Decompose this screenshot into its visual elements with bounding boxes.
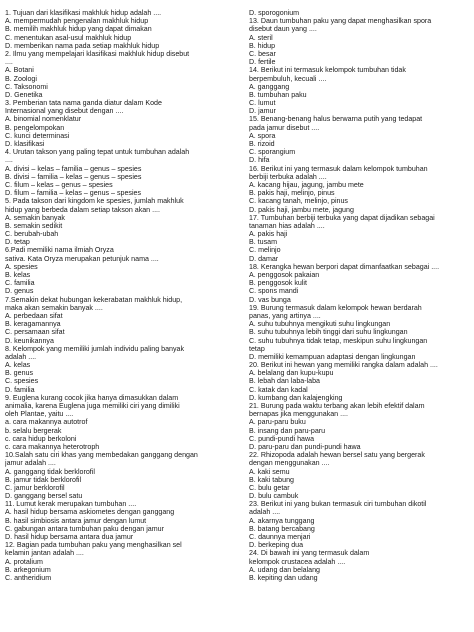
left-text-line: 12. Bagian pada tumbuhan paku yang menghasilkan sel [5,541,182,550]
right-text-line: 24. Di bawah ini yang termasuk dalam [249,549,370,558]
right-text-line: A. spora [249,131,276,140]
left-text-line: A. protalium [5,557,43,566]
right-text-line: D. jamur [249,107,276,116]
left-text-line: B. memilih makhluk hidup yang dapat dimakan [5,25,152,34]
left-text-line: B. genus [5,369,34,378]
right-text-line: C. spons mandi [249,287,299,296]
right-text-line: B. penggosok kulit [249,279,307,288]
left-text-line: .... [5,156,13,165]
right-text-line: D. sporogonium [249,9,300,17]
left-text-line: A. divisi – kelas – familia – genus – spesies [5,164,142,173]
left-text-line: maka akan semakin banyak .... [5,303,103,312]
left-text-line: B. keragamannya [5,320,61,329]
right-text-line: panas, yang artinya .... [249,311,321,320]
left-text-line: A. hasil hidup bersama askiometes dengan ganggang [5,508,175,517]
right-text-line: B. kepiting dan udang [249,573,318,582]
right-text-line: C. lumut [249,99,276,108]
right-text-line: B. lebah dan laba-laba [249,377,320,386]
left-text-line: C. spesies [5,377,39,386]
right-text-line: C. pundi-pundi hawa [249,434,315,443]
left-text-line: A. kelas [5,361,31,370]
left-text-line: 10.Salah satu ciri khas yang membedakan ganggang dengan [5,451,198,460]
left-text-line: 4. Urutan takson yang paling tepat untuk tumbuhan adalah [5,148,190,157]
right-text-line: pada jamur disebut .... [249,123,320,132]
right-text-line: berbiji terbuka adalah .... [249,172,327,181]
left-text-line: B. pengelompokan [5,123,65,132]
left-text-line: C. familia [5,279,35,288]
left-text-line: kelamin jantan adalah .... [5,549,84,558]
left-text-line: sativa. Kata Oryza merupakan petunjuk nama .... [5,254,159,263]
right-text-line: B. hidup [249,41,276,50]
left-text-line: A. Botani [5,66,34,75]
right-text-line: A. steril [249,33,273,42]
left-text-line: D. familia [5,385,35,394]
right-question-column [249,9,471,582]
left-text-line: animalia, karena Euglena juga memiliki ciri yang dimiliki [5,402,180,410]
left-text-line: D. ganggang bersel satu [5,492,83,501]
left-text-line: B. Zoologi [5,74,37,83]
left-text-line: C. berubah-ubah [5,230,59,239]
right-text-line: B. tumbuhan paku [249,90,307,99]
left-text-line: D. tetap [5,238,30,247]
left-text-line: Internasional yang disebut dengan .... [5,107,124,116]
right-text-line: A. pakis haji [249,230,288,239]
left-text-line: adalah .... [5,352,37,361]
left-text-line: D. Genetika [5,90,43,99]
left-text-line: D. keunikannya [5,336,54,345]
left-text-line: B. hasil simbiosis antara jamur dengan lumut [5,516,147,525]
left-text-line: B. arkegonium [5,565,51,574]
right-text-line: D. vas bunga [249,295,291,304]
left-text-line: A. binomial nomenklatur [5,115,82,124]
right-text-line: A. suhu tubuhnya mengikuti suhu lingkungan [249,320,391,329]
right-text-line: 20. Berikut ini hewan yang memiliki rangka dalam adalah .... [249,361,438,370]
right-text-line: A. akarnya tunggang [249,516,315,525]
left-text-line: 9. Euglena kurang cocok jika hanya dimasukkan dalam [5,393,179,402]
left-text-line: 1. Tujuan dari klasifikasi makhluk hidup adalah .... [5,9,162,17]
left-text-line: c. cara hidup berkoloni [5,434,77,443]
left-text-line: C. gabungan antara tumbuhan paku dengan jamur [5,524,164,533]
right-text-line: C. daunnya menjari [249,533,311,541]
right-text-line: A. penggosok pakaian [249,271,320,279]
right-text-line: B. batang bercabang [249,524,315,533]
left-text-line: oleh Plantae, yaitu .... [5,410,74,419]
right-text-line: B. tusam [249,238,277,247]
right-text-line: 23. Berikut ini yang bukan termasuk ciri tumbuhan dikotil [249,500,427,509]
right-text-line: D. pakis haji, jambu mete, jagung [249,205,354,214]
right-text-line: B. insang dan paru-paru [249,426,326,435]
right-text-line: D. memiliki kemampuan adaptasi dengan lingkungan [249,352,416,361]
left-text-line: c. cara makannya heterotroph [5,442,100,451]
right-text-line: A. kacang hijau, jagung, jambu mete [249,180,364,189]
left-text-line: A. spesies [5,262,38,271]
left-text-line: .... [5,58,13,67]
right-text-line: C. besar [249,49,276,58]
right-text-line: D. berkeping dua [249,541,304,550]
right-text-line: C. katak dan kadal [249,385,308,394]
left-text-line: B. divisi – familia – kelas – genus – spesies [5,172,142,181]
left-question-column [5,9,233,582]
left-text-line: jamur adalah .... [5,459,56,468]
left-text-line: D. klasifikasi [5,140,45,148]
left-text-line: D. hasil hidup bersama antara dua jamur [5,533,134,541]
left-text-line: C. kunci determinasi [5,131,70,140]
left-text-line: a. cara makannya autotrof [5,418,88,427]
right-text-line: tetap [249,344,265,353]
left-text-line: b. selalu bergerak [5,426,62,435]
right-text-line: A. ganggang [249,82,290,91]
left-text-line: 3. Pemberian tata nama ganda diatur dalam Kode [5,99,162,108]
left-text-line: 5. Pada takson dari kingdom ke spesies, jumlah makhluk [5,197,184,206]
right-text-line: A. paru-paru buku [249,418,306,427]
left-text-line: C. persamaan sifat [5,328,65,337]
left-text-line: B. kelas [5,271,31,279]
left-text-line: D. filum – familia – kelas – genus – spesies [5,189,142,198]
right-text-line: 17. Tumbuhan berbiji terbuka yang dapat dijadikan sebagai [249,213,435,222]
left-text-line: C. filum – kelas – genus – spesies [5,180,113,189]
right-text-line: D. fertile [249,58,276,67]
right-text-line: C. suhu tubuhnya tidak tetap, meskipun suhu lingkungan [249,336,428,345]
right-text-line: C. sporangium [249,148,296,157]
right-text-line: 19. Burung termasuk dalam kelompok hewan berdarah [249,303,422,312]
right-text-line: 22. Rhizopoda adalah hewan bersel satu yang bergerak [249,451,425,460]
left-text-line: hidup yang berbeda dalam setiap takson akan .... [5,205,160,214]
right-text-line: 16. Berikut ini yang termasuk dalam kelompok tumbuhan [249,164,428,173]
right-text-line: A. kaki semu [249,467,290,476]
right-text-line: C. melinjo [249,246,281,255]
right-text-line: berpembuluh, kecuali .... [249,74,327,83]
right-text-line: disebut daun yang .... [249,25,317,34]
right-text-line: 14. Berikut ini termasuk kelompok tumbuhan tidak [249,66,406,75]
right-text-line: 18. Kerangka hewan berpori dapat dimanfaatkan sebagai .... [249,262,440,271]
left-text-line: A. perbedaan sifat [5,311,63,320]
right-text-line: dengan menggunakan .... [249,459,330,468]
left-text-line: 8. Kelompok yang memiliki jumlah individu paling banyak [5,344,185,353]
right-text-line: B. pakis haji, melinjo, pinus [249,189,335,198]
right-text-line: D. hifa [249,156,270,165]
left-text-line: D. genus [5,287,34,296]
left-text-line: 6.Padi memiliki nama ilmiah Oryza [5,246,114,255]
left-text-line: D. memberikan nama pada setiap makhluk hidup [5,41,160,50]
left-text-line: B. jamur tidak berklorofil [5,475,82,484]
left-text-line: 7.Semakin dekat hubungan kekerabatan makhluk hidup, [5,295,183,304]
right-text-line: tanaman hias adalah .... [249,221,325,230]
left-text-line: A. mempermudah pengenalan makhluk hidup [5,17,149,26]
right-text-line: kelompok crustacea adalah .... [249,557,346,566]
right-text-line: 21. Burung pada waktu terbang akan lebih efektif dalam [249,402,425,410]
right-text-line: B. rizoid [249,140,275,148]
right-text-line: 15. Benang-benang halus berwarna putih yang tedapat [249,115,423,124]
left-text-line: C. jamur berklorofil [5,483,65,492]
left-text-line: 11. Lumut kerak merupakan tumbuhan .... [5,500,137,509]
right-text-line: D. paru-paru dan pundi-pundi hawa [249,442,361,451]
right-text-line: A. udang dan belalang [249,565,320,574]
right-text-line: adalah .... [249,508,281,517]
left-text-line: C. Taksonomi [5,82,48,91]
right-text-line: D. damar [249,254,279,263]
right-text-line: 13. Daun tumbuhan paku yang dapat menghasilkan spora [249,17,432,26]
right-text-line: C. bulu getar [249,483,290,492]
right-text-line: D. kumbang dan kalajengking [249,393,343,402]
left-text-line: B. semakin sedikit [5,221,63,230]
left-text-line: 2. Ilmu yang mempelajari klasifikasi makhluk hidup disebut [5,49,190,58]
right-text-line: B. kaki tabung [249,475,294,484]
left-text-line: C. antheridium [5,573,52,582]
right-text-line: B. suhu tubuhnya lebih tinggi dari suhu lingkungan [249,328,408,337]
left-text-line: A. semakin banyak [5,213,65,222]
right-text-line: C. kacang tanah, melinjo, pinus [249,197,348,206]
right-text-line: D. bulu cambuk [249,492,299,501]
left-text-line: C. menentukan asal-usul makhluk hidup [5,33,132,42]
right-text-line: A. belalang dan kupu-kupu [249,369,334,378]
right-text-line: bernapas jika menggunakan .... [249,410,348,419]
left-text-line: A. ganggang tidak berklorofil [5,467,95,476]
